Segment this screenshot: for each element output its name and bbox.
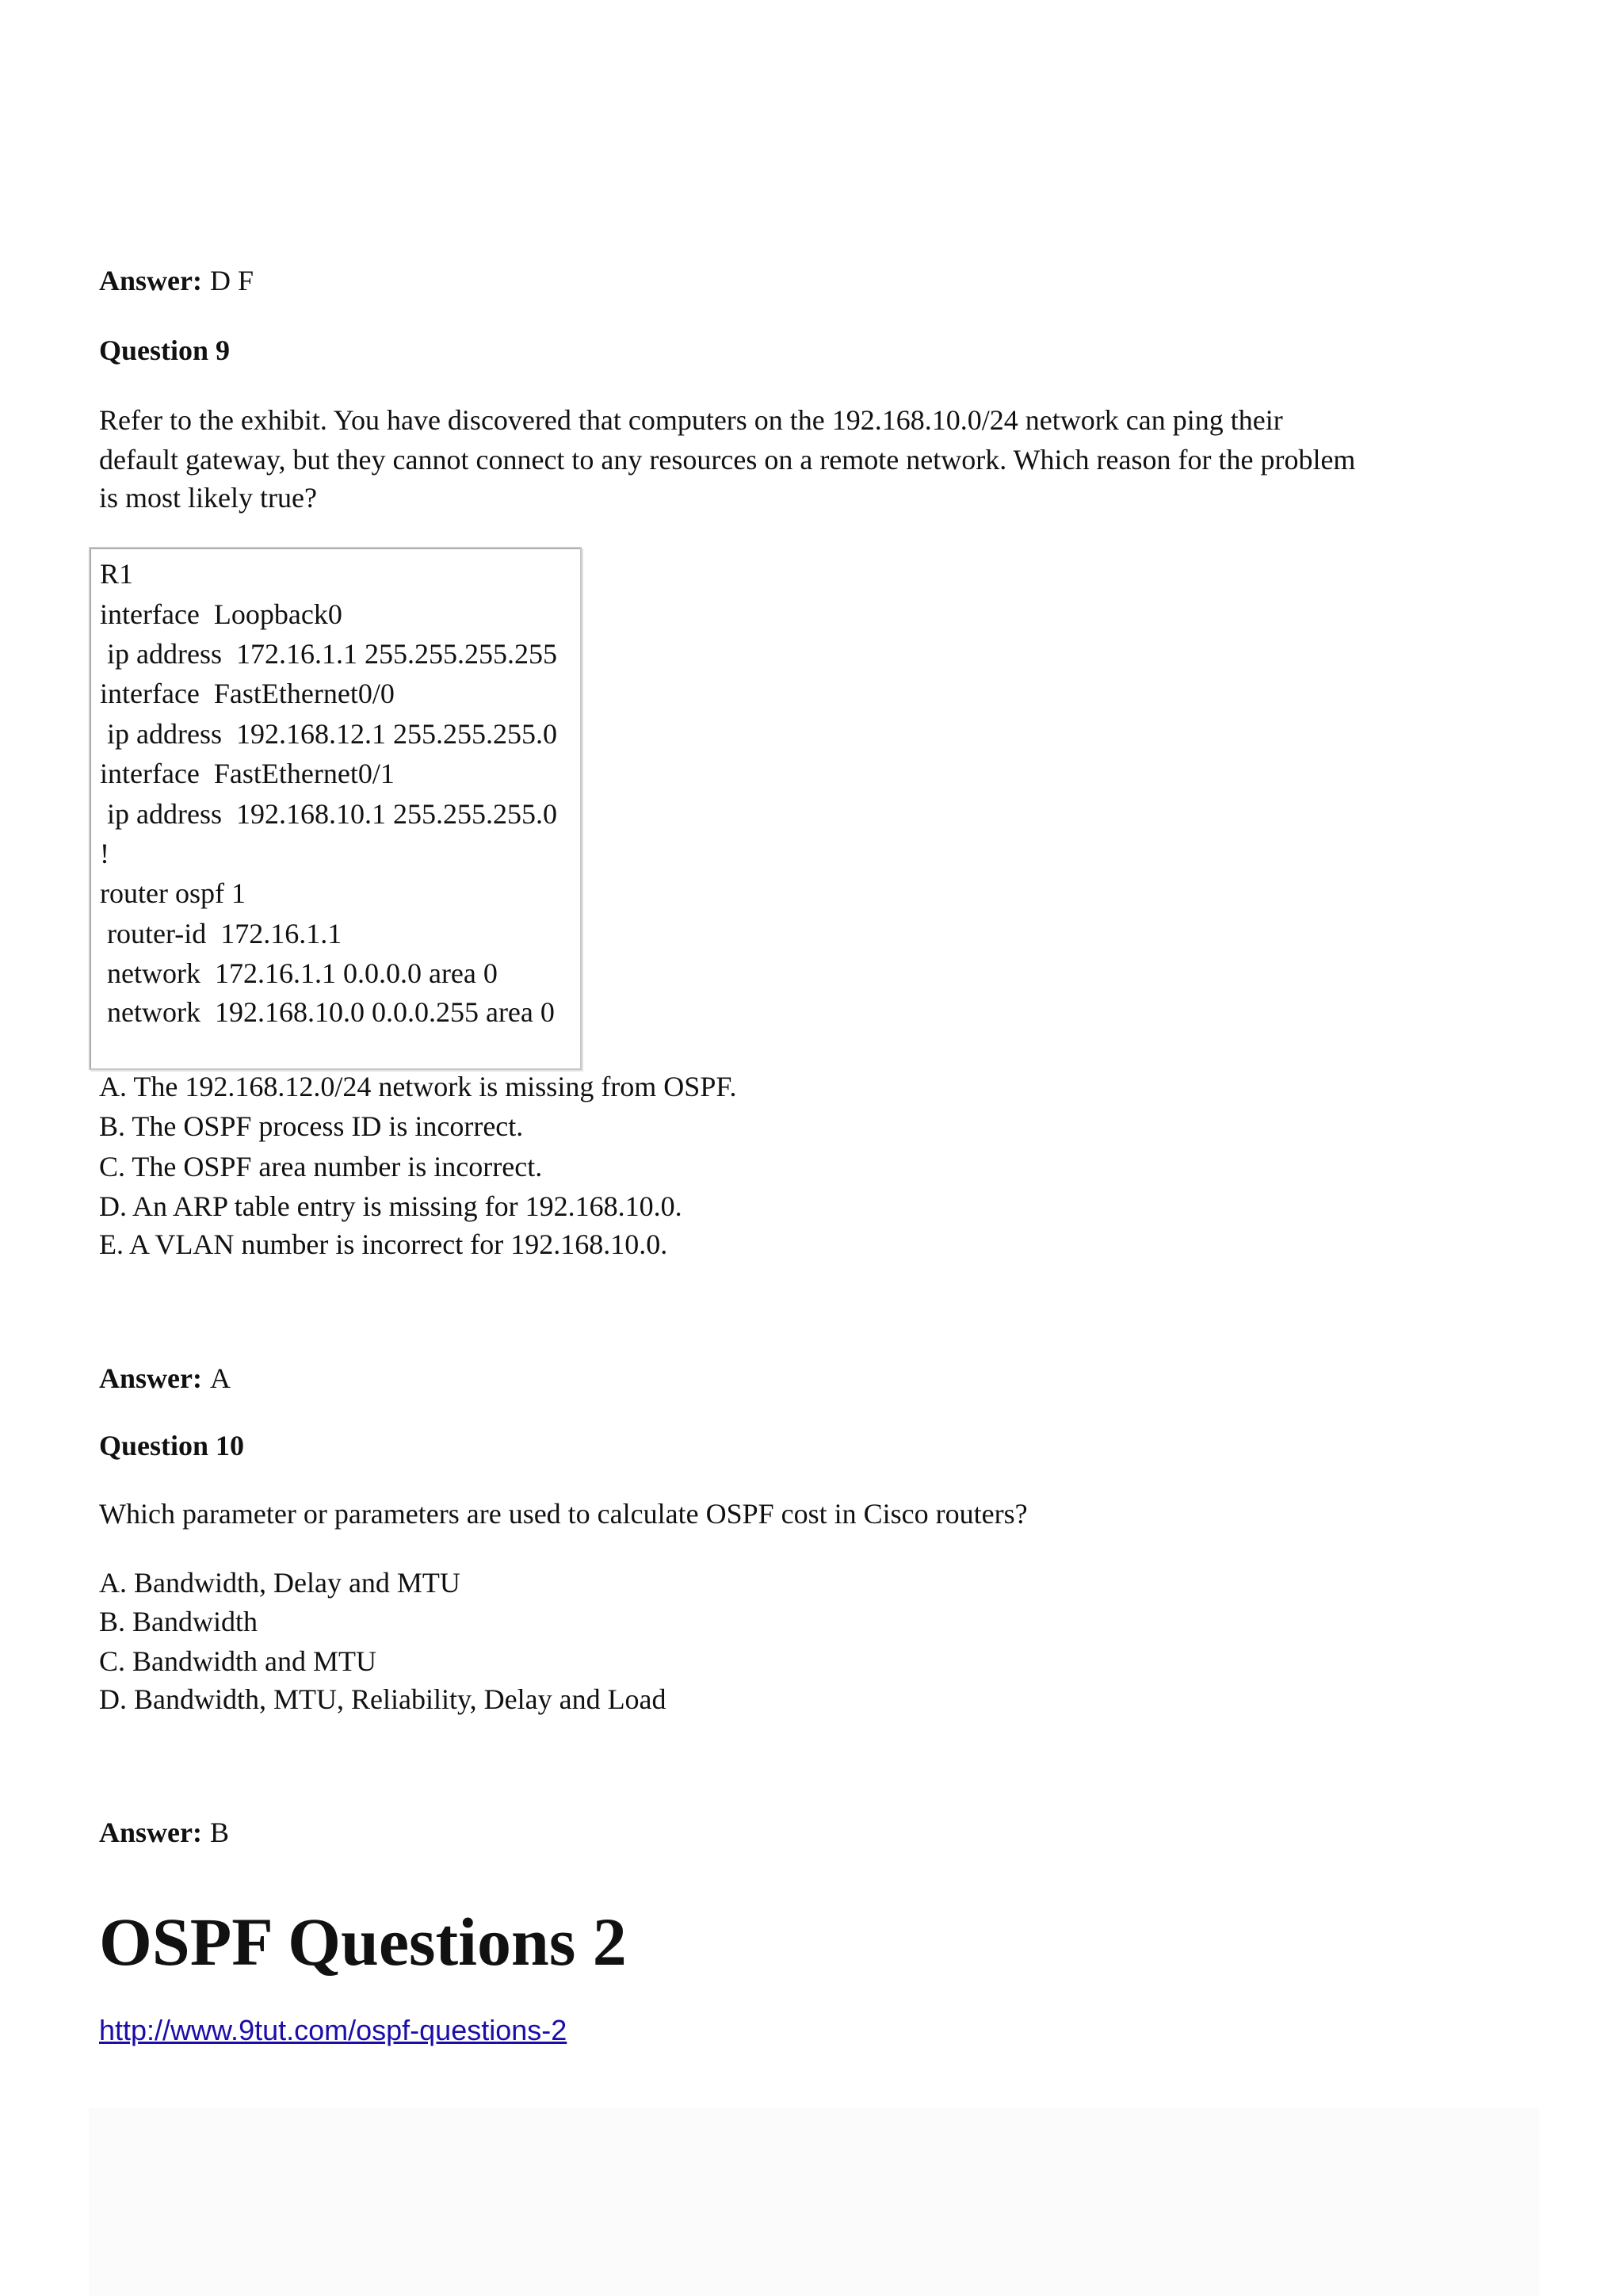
question-10-answer <box>99 1813 229 1851</box>
question-10-option-d: D. Bandwidth, MTU, Reliability, Delay and Load <box>99 1683 666 1715</box>
question-9-text-line-1: Refer to the exhibit. You have discovered that computers on the 192.168.10.0/24 network can ping their <box>99 404 1283 436</box>
question-9-text-line-2: default gateway, but they cannot connect to any resources on a remote network. Which reason for the problem <box>99 444 1356 476</box>
question-9-title: Question 9 <box>99 334 231 366</box>
question-9-option-b: B. The OSPF process ID is incorrect. <box>99 1110 524 1142</box>
answer-label: Answer: <box>99 1362 202 1394</box>
answer-label: Answer: <box>99 265 202 296</box>
exhibit-line: network 172.16.1.1 0.0.0.0 area 0 <box>100 957 498 989</box>
exhibit-line: ! <box>100 838 109 869</box>
exhibit-line: ip address 192.168.12.1 255.255.255.0 <box>100 718 557 750</box>
exhibit-line: router ospf 1 <box>100 877 246 909</box>
exhibit-line: interface FastEthernet0/0 <box>100 678 395 709</box>
exhibit-line: ip address 192.168.10.1 255.255.255.0 <box>100 798 557 830</box>
page-footer-area <box>89 2108 1539 2296</box>
question-9-answer <box>99 1359 231 1397</box>
question-9-option-e: E. A VLAN number is incorrect for 192.168.10.0. <box>99 1228 668 1260</box>
question-9-option-a: A. The 192.168.12.0/24 network is missing from OSPF. <box>99 1071 737 1102</box>
answer-value: D F <box>209 265 254 296</box>
question-10-text: Which parameter or parameters are used to calculate OSPF cost in Cisco routers? <box>99 1498 1028 1530</box>
question-10-title: Question 10 <box>99 1430 245 1461</box>
question-10-option-a: A. Bandwidth, Delay and MTU <box>99 1567 460 1599</box>
q8-answer <box>99 262 254 300</box>
answer-value: A <box>209 1362 231 1394</box>
exhibit-line: router-id 172.16.1.1 <box>100 918 342 949</box>
section-heading: OSPF Questions 2 <box>99 1904 627 1980</box>
question-10-option-c: C. Bandwidth and MTU <box>99 1645 376 1677</box>
answer-label: Answer: <box>99 1817 202 1848</box>
exhibit-line: R1 <box>100 558 134 590</box>
exhibit-line: ip address 172.16.1.1 255.255.255.255 <box>100 638 557 670</box>
router-config-exhibit <box>89 547 582 1070</box>
exhibit-line: interface FastEthernet0/1 <box>100 758 395 789</box>
section-link[interactable]: http://www.9tut.com/ospf-questions-2 <box>99 2014 567 2046</box>
question-9-text-line-3: is most likely true? <box>99 482 317 514</box>
exhibit-line: interface Loopback0 <box>100 598 342 630</box>
question-9-option-d: D. An ARP table entry is missing for 192.168.10.0. <box>99 1190 682 1222</box>
question-10-option-b: B. Bandwidth <box>99 1606 258 1637</box>
question-9-option-c: C. The OSPF area number is incorrect. <box>99 1151 543 1182</box>
answer-value: B <box>209 1817 229 1848</box>
exhibit-line: network 192.168.10.0 0.0.0.255 area 0 <box>100 996 555 1028</box>
